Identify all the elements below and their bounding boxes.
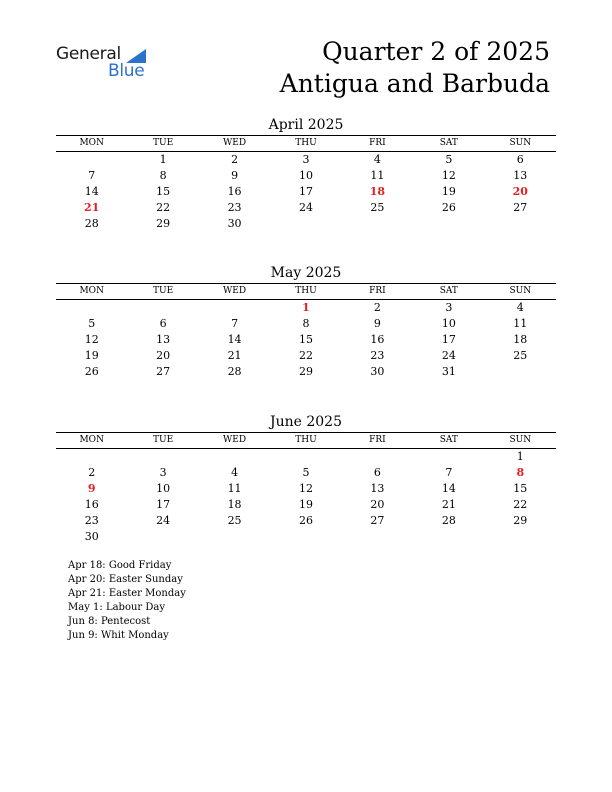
month-may (56, 263, 556, 380)
holiday-item: Jun 9: Whit Monday (68, 630, 169, 641)
day-cell: 1 (516, 450, 524, 463)
day-cell: 5 (445, 153, 453, 166)
empty-cell (199, 449, 270, 465)
month-april (56, 115, 556, 232)
day-cell: 10 (156, 482, 171, 495)
day-cell: 30 (227, 217, 242, 230)
day-cell: 14 (441, 482, 456, 495)
day-cell: 2 (373, 301, 381, 314)
day-cell: 10 (441, 317, 456, 330)
page-title (280, 36, 550, 100)
weekday-header: THU (270, 283, 341, 300)
weekday-header: FRI (342, 135, 413, 152)
month-title: April 2025 (268, 117, 344, 133)
day-cell: 25 (227, 514, 242, 527)
day-cell: 11 (513, 317, 528, 330)
weekday-header: SUN (485, 135, 556, 152)
day-cell: 9 (373, 317, 381, 330)
day-cell: 7 (445, 466, 453, 479)
weekday-header: FRI (342, 283, 413, 300)
day-cell: 13 (156, 333, 171, 346)
day-cell: 15 (298, 333, 313, 346)
weekday-header: TUE (127, 135, 198, 152)
day-cell: 17 (298, 185, 313, 198)
day-cell: 17 (156, 498, 171, 511)
weekday-header: WED (199, 432, 270, 449)
day-cell: 2 (88, 466, 96, 479)
empty-cell (199, 300, 270, 316)
day-cell: 10 (298, 169, 313, 182)
weekday-header: TUE (127, 283, 198, 300)
holiday-item: Apr 20: Easter Sunday (68, 574, 183, 585)
logo-blue-text: Blue (108, 61, 145, 81)
day-cell: 7 (231, 317, 239, 330)
day-cell: 4 (516, 301, 524, 314)
day-cell: 23 (227, 201, 242, 214)
holiday-item: May 1: Labour Day (68, 602, 165, 613)
day-cell: 24 (156, 514, 171, 527)
holiday-item: Apr 18: Good Friday (68, 560, 172, 571)
weekday-header: MON (56, 432, 127, 449)
month-title: May 2025 (270, 265, 342, 281)
empty-cell (270, 449, 341, 465)
weekday-header: TUE (127, 432, 198, 449)
day-cell: 16 (370, 333, 385, 346)
empty-cell (342, 449, 413, 465)
calendar-grid (56, 432, 556, 545)
day-cell: 6 (373, 466, 381, 479)
weekday-header: THU (270, 432, 341, 449)
empty-cell (56, 449, 127, 465)
holiday-list (68, 559, 186, 643)
weekday-header: SUN (485, 283, 556, 300)
day-cell: 11 (370, 169, 385, 182)
weekday-header: SAT (413, 432, 484, 449)
day-cell: 8 (302, 317, 310, 330)
calendar-grid (56, 283, 556, 380)
day-cell: 19 (441, 185, 456, 198)
day-cell: 26 (441, 201, 456, 214)
day-cell: 29 (156, 217, 171, 230)
holiday-item: Jun 8: Pentecost (68, 616, 151, 627)
weekday-header: FRI (342, 432, 413, 449)
day-cell: 2 (231, 153, 239, 166)
day-cell: 20 (156, 349, 171, 362)
day-cell: 4 (231, 466, 239, 479)
day-cell: 27 (370, 514, 385, 527)
day-cell: 16 (84, 498, 99, 511)
title-country: Antigua and Barbuda (279, 69, 550, 98)
day-cell: 18 (227, 498, 242, 511)
day-cell: 27 (513, 201, 528, 214)
day-cell: 14 (227, 333, 242, 346)
month-title: June 2025 (269, 414, 342, 430)
logo-general-text: General (56, 44, 121, 64)
day-cell: 8 (159, 169, 167, 182)
day-cell: 22 (156, 201, 171, 214)
day-cell: 26 (84, 365, 99, 378)
day-cell: 17 (441, 333, 456, 346)
empty-cell (56, 300, 127, 316)
holiday-day-cell: 21 (84, 201, 100, 214)
day-cell: 25 (513, 349, 528, 362)
day-cell: 6 (516, 153, 524, 166)
day-cell: 14 (84, 185, 99, 198)
empty-cell (56, 152, 127, 168)
day-cell: 9 (231, 169, 239, 182)
day-cell: 6 (159, 317, 167, 330)
calendar-grid (56, 135, 556, 232)
day-cell: 20 (370, 498, 385, 511)
day-cell: 24 (298, 201, 313, 214)
day-cell: 21 (441, 498, 456, 511)
day-cell: 19 (84, 349, 99, 362)
day-cell: 23 (370, 349, 385, 362)
weekday-header: MON (56, 283, 127, 300)
day-cell: 29 (513, 514, 528, 527)
weekday-header: THU (270, 135, 341, 152)
day-cell: 15 (513, 482, 528, 495)
day-cell: 27 (156, 365, 171, 378)
day-cell: 18 (513, 333, 528, 346)
holiday-day-cell: 1 (302, 301, 310, 314)
day-cell: 25 (370, 201, 385, 214)
day-cell: 30 (370, 365, 385, 378)
empty-cell (127, 449, 198, 465)
day-cell: 23 (84, 514, 99, 527)
day-cell: 29 (298, 365, 313, 378)
day-cell: 12 (441, 169, 456, 182)
weekday-header: SAT (413, 135, 484, 152)
holiday-day-cell: 20 (512, 185, 528, 198)
day-cell: 28 (441, 514, 456, 527)
holiday-day-cell: 9 (87, 482, 96, 495)
day-cell: 31 (441, 365, 456, 378)
day-cell: 21 (227, 349, 242, 362)
holiday-day-cell: 8 (516, 466, 525, 479)
day-cell: 28 (84, 217, 99, 230)
day-cell: 4 (373, 153, 381, 166)
weekday-header: SAT (413, 283, 484, 300)
holiday-item: Apr 21: Easter Monday (68, 588, 186, 599)
day-cell: 24 (441, 349, 456, 362)
day-cell: 3 (159, 466, 167, 479)
day-cell: 12 (298, 482, 313, 495)
day-cell: 13 (370, 482, 385, 495)
day-cell: 5 (302, 466, 310, 479)
title-quarter: Quarter 2 of 2025 (322, 37, 550, 66)
day-cell: 13 (513, 169, 528, 182)
day-cell: 3 (445, 301, 453, 314)
weekday-header: MON (56, 135, 127, 152)
day-cell: 19 (298, 498, 313, 511)
month-june (56, 412, 556, 545)
day-cell: 28 (227, 365, 242, 378)
day-cell: 7 (88, 169, 96, 182)
day-cell: 3 (302, 153, 310, 166)
weekday-header: WED (199, 135, 270, 152)
day-cell: 5 (88, 317, 96, 330)
day-cell: 26 (298, 514, 313, 527)
weekday-header: SUN (485, 432, 556, 449)
holiday-day-cell: 18 (369, 185, 386, 198)
generalblue-logo (56, 44, 156, 84)
empty-cell (413, 449, 484, 465)
day-cell: 11 (227, 482, 242, 495)
day-cell: 16 (227, 185, 242, 198)
day-cell: 22 (298, 349, 313, 362)
weekday-header: WED (199, 283, 270, 300)
day-cell: 22 (513, 498, 528, 511)
day-cell: 30 (84, 530, 99, 543)
empty-cell (127, 300, 198, 316)
day-cell: 1 (159, 153, 167, 166)
day-cell: 12 (84, 333, 99, 346)
day-cell: 15 (156, 185, 171, 198)
